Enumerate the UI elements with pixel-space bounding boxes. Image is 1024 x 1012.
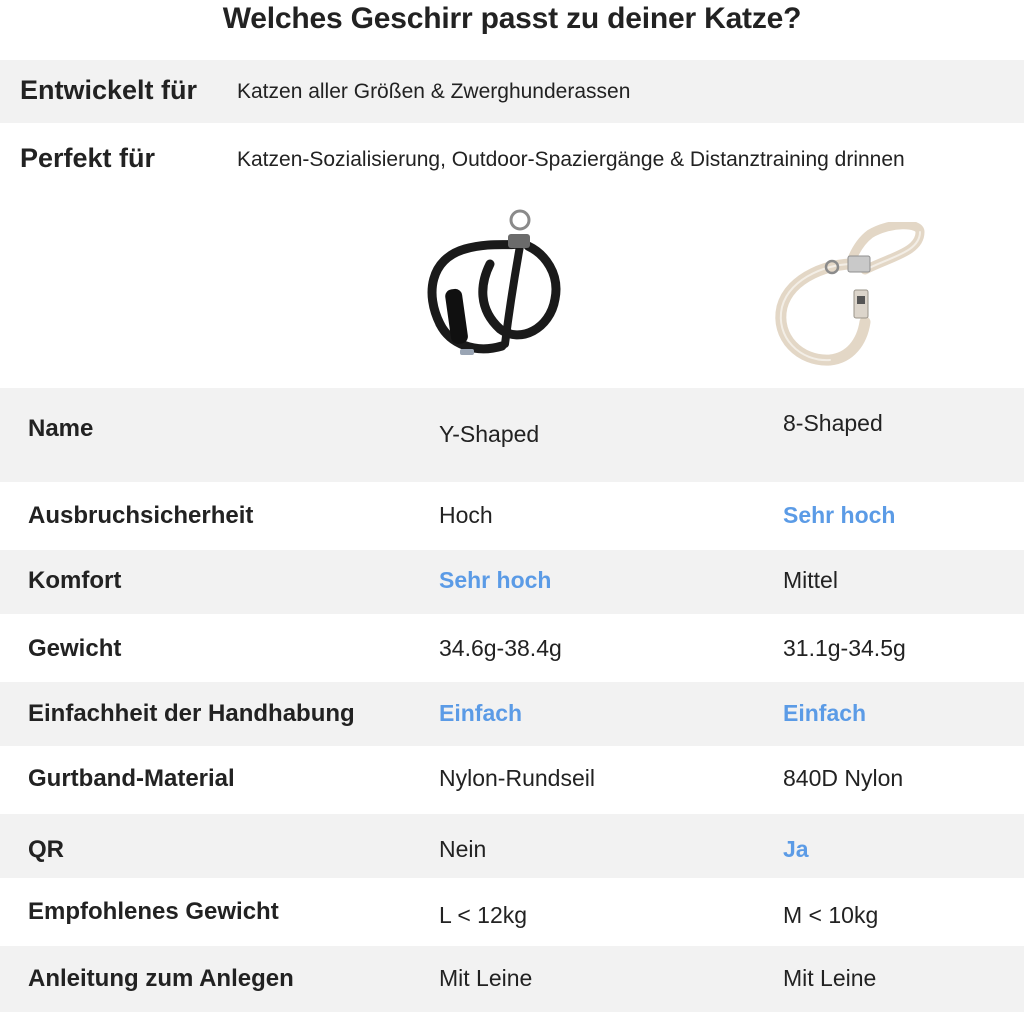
row-label: Name — [28, 415, 94, 442]
info-value: Katzen aller Größen & Zwerghunderassen — [237, 80, 631, 103]
y-shaped-value: Hoch — [439, 502, 493, 528]
info-value: Katzen-Sozialisierung, Outdoor-Spaziergänge & Distanztraining drinnen — [237, 148, 905, 171]
8-shaped-value: Ja — [783, 836, 809, 862]
y-shaped-value: Sehr hoch — [439, 567, 552, 593]
y-shaped-value: L < 12kg — [439, 902, 528, 928]
8-shaped-value: Mit Leine — [783, 965, 877, 991]
comparison-row — [0, 878, 1024, 946]
info-label: Perfekt für — [20, 143, 156, 173]
comparison-row — [0, 388, 1024, 482]
y-shaped-value: Y-Shaped — [439, 421, 540, 447]
info-row-designed-for — [0, 60, 1024, 123]
8-shaped-value: Einfach — [783, 700, 867, 726]
row-label: Empfohlenes Gewicht — [28, 898, 279, 925]
8-shaped-value: M < 10kg — [783, 902, 879, 928]
row-label: Ausbruchsicherheit — [28, 502, 254, 529]
y-shaped-value: Einfach — [439, 700, 523, 726]
comparison-row — [0, 682, 1024, 746]
y-shaped-value: Mit Leine — [439, 965, 533, 991]
8-shaped-value: Sehr hoch — [783, 502, 896, 528]
row-label: QR — [28, 836, 64, 863]
row-label: Anleitung zum Anlegen — [28, 965, 294, 992]
8-shaped-value: 8-Shaped — [783, 410, 883, 436]
comparison-row — [0, 482, 1024, 550]
info-row-perfect-for — [0, 123, 1024, 193]
comparison-row — [0, 614, 1024, 682]
row-label: Komfort — [28, 567, 122, 594]
y-shaped-value: Nylon-Rundseil — [439, 765, 595, 791]
comparison-row — [0, 550, 1024, 614]
comparison-row — [0, 814, 1024, 878]
y-shaped-value: Nein — [439, 836, 487, 862]
comparison-row — [0, 746, 1024, 814]
row-label: Gewicht — [28, 635, 122, 662]
beige-8-shaped-harness-image — [770, 222, 930, 372]
info-label: Entwickelt für — [20, 75, 198, 105]
row-label: Gurtband-Material — [28, 765, 235, 792]
page-title: Welches Geschirr passt zu deiner Katze? — [222, 2, 802, 35]
8-shaped-value: 31.1g-34.5g — [783, 635, 906, 661]
y-shaped-value: 34.6g-38.4g — [439, 635, 562, 661]
8-shaped-value: 840D Nylon — [783, 765, 904, 791]
black-y-shaped-harness-image — [420, 204, 570, 364]
comparison-row — [0, 946, 1024, 1012]
8-shaped-value: Mittel — [783, 567, 838, 593]
row-label: Einfachheit der Handhabung — [28, 700, 355, 727]
